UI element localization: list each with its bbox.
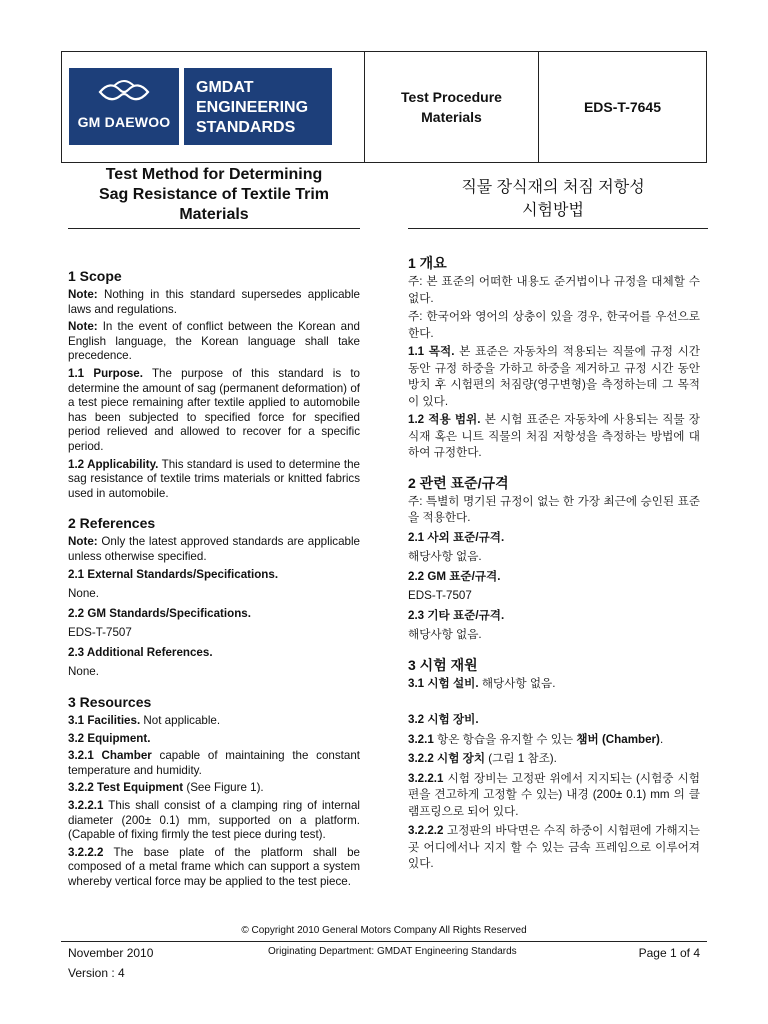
chamber-paragraph: 3.2.1 Chamber capable of maintaining the constant temperature and humidity. [68,749,360,777]
reference-value: EDS-T-7507 [408,589,472,602]
title-line: Sag Resistance of Textile Trim [98,186,329,203]
section-heading: 3 시험 재원 [408,656,478,673]
footer-rule [61,941,707,942]
document-header [61,51,707,163]
test-equipment-paragraph: 3.2.2 시험 장치 (그림 1 참조). [408,752,557,765]
note-paragraph: Note: In the event of conflict between the Korean and English language, the Korean language shall take precedence. [68,320,360,363]
section-heading: 1 Scope [68,268,122,284]
subsection-heading: 3.2 Equipment. [68,731,151,745]
gmdat-logo-line: STANDARDS [196,119,296,136]
reference-value: 해당사항 없음. [408,628,482,641]
note-paragraph: 주: 특별히 명기된 규정이 없는 한 가장 최근에 승인된 표준을 적용한다. [408,494,700,524]
chamber-paragraph: 3.2.1 항온 항습을 유지할 수 있는 챔버 (Chamber). [408,732,664,746]
reference-value: EDS-T-7507 [68,626,132,640]
footer-version: Version : 4 [68,966,125,980]
subsection-heading: 2.1 External Standards/Specifications. [68,567,279,581]
subsection-heading: 2.1 사외 표준/규격. [408,530,505,544]
title-rule-right [408,228,708,229]
subsection-heading: 2.2 GM Standards/Specifications. [68,606,251,620]
note-paragraph: 주: 한국어와 영어의 상충이 있을 경우, 한국어를 우선으로 한다. [408,310,700,340]
reference-value: None. [68,665,99,679]
title-rule-left [68,228,360,229]
section-heading: 2 관련 표준/규격 [408,474,509,491]
gmdat-logo-line: GMDAT [196,79,254,96]
section-heading: 2 References [68,515,156,532]
gm-daewoo-logo [69,68,179,145]
subsection-heading: 2.2 GM 표준/규격. [408,569,501,583]
footer-date: November 2010 [68,946,154,960]
section-heading: 1 개요 [408,255,447,271]
copyright-notice: © Copyright 2010 General Motors Company All Rights Reserved [241,925,527,936]
purpose-paragraph: 1.1 목적. 본 표준은 자동차의 적용되는 직물에 규정 시간 동안 규정 하중을 가하고 하중을 제거하고 규정 시간 동안 방치 후 시험편의 처짐량(영구변형)을 측정하는데 그 목적이 있다. [408,345,700,408]
purpose-paragraph: 1.1 Purpose. The purpose of this standard is to determine the amount of sag (permanent deformation) of a test piece remaining after textile applied to automobile has been subjected to specified force for specified period relieved and allowed to recover for a specific period. [68,366,360,453]
section-heading: 3 Resources [68,694,152,711]
note-paragraph: Note: Only the latest approved standards are applicable unless otherwise specified. [68,535,360,563]
doc-number: EDS-T-7645 [583,99,662,115]
gmdat-logo-line: ENGINEERING [196,99,309,116]
clamping-ring-paragraph: 3.2.2.1 This shall consist of a clamping ring of internal diameter (200± 0.1) mm, supported on a platform. (Capable of fixing firmly the test piece during test). [68,799,360,842]
reference-value: 해당사항 없음. [408,550,482,563]
title-korean [408,176,698,222]
facilities-paragraph: 3.1 Facilities. Not applicable. [68,714,221,728]
title-line: Materials [179,206,249,223]
note-paragraph: 주: 본 표준의 어떠한 내용도 준거법이나 규정을 대체할 수 없다. [408,275,700,305]
base-plate-paragraph: 3.2.2.2 고정판의 바닥면은 수직 하중이 시험편에 가해지는 곳 어디에서나 지지 할 수 있는 금속 프레임으로 이루어져 있다. [408,824,700,870]
subsection-heading: 2.3 Additional References. [68,645,213,659]
test-equipment-paragraph: 3.2.2 Test Equipment (See Figure 1). [68,781,264,795]
footer-page-number: Page 1 of 4 [638,946,700,960]
doc-type-line1: Test Procedure [401,89,502,105]
subsection-heading: 2.3 기타 표준/규격. [408,608,505,622]
reference-value: None. [68,587,99,601]
daewoo-emblem-icon [96,78,152,110]
korean-column [408,254,700,873]
title-line: 시험방법 [522,202,584,219]
doc-type [365,52,538,162]
subsection-heading: 3.2 시험 장비. [408,713,479,726]
english-column [68,267,360,890]
gmdat-logo [184,68,332,145]
doc-type-line2: Materials [421,109,482,125]
note-paragraph: Note: Nothing in this standard supersedes applicable laws and regulations. [68,288,360,316]
base-plate-paragraph: 3.2.2.2 The base plate of the platform shall be composed of a metal frame which can support a system whereby vertical force may be applied to the test piece. [68,845,360,888]
applicability-paragraph: 1.2 Applicability. This standard is used to determine the sag resistance of textile trims materials or knitted fabrics used in automobile. [68,457,360,500]
logo-daewoo-text: GM DAEWOO [77,114,171,130]
title-english [68,165,360,225]
clamping-ring-paragraph: 3.2.2.1 시험 장비는 고정판 위에서 지지되는 (시험중 시험편을 견고하게 고정할 수 있는) 내경 (200± 0.1) mm 의 클램프링으로 되어 있다. [408,771,700,818]
footer-department: Originating Department: GMDAT Engineering Standards [268,946,517,957]
facilities-paragraph: 3.1 시험 설비. 해당사항 없음. [408,676,556,690]
title-line: 직물 장식재의 처짐 저항성 [461,179,645,196]
applicability-paragraph: 1.2 적용 범위. 본 시험 표준은 자동차에 사용되는 직물 장식재 혹은 니트 직물의 처짐 저항성을 측정하는 방법에 대하여 규정한다. [408,413,700,459]
title-line: Test Method for Determining [105,166,323,183]
